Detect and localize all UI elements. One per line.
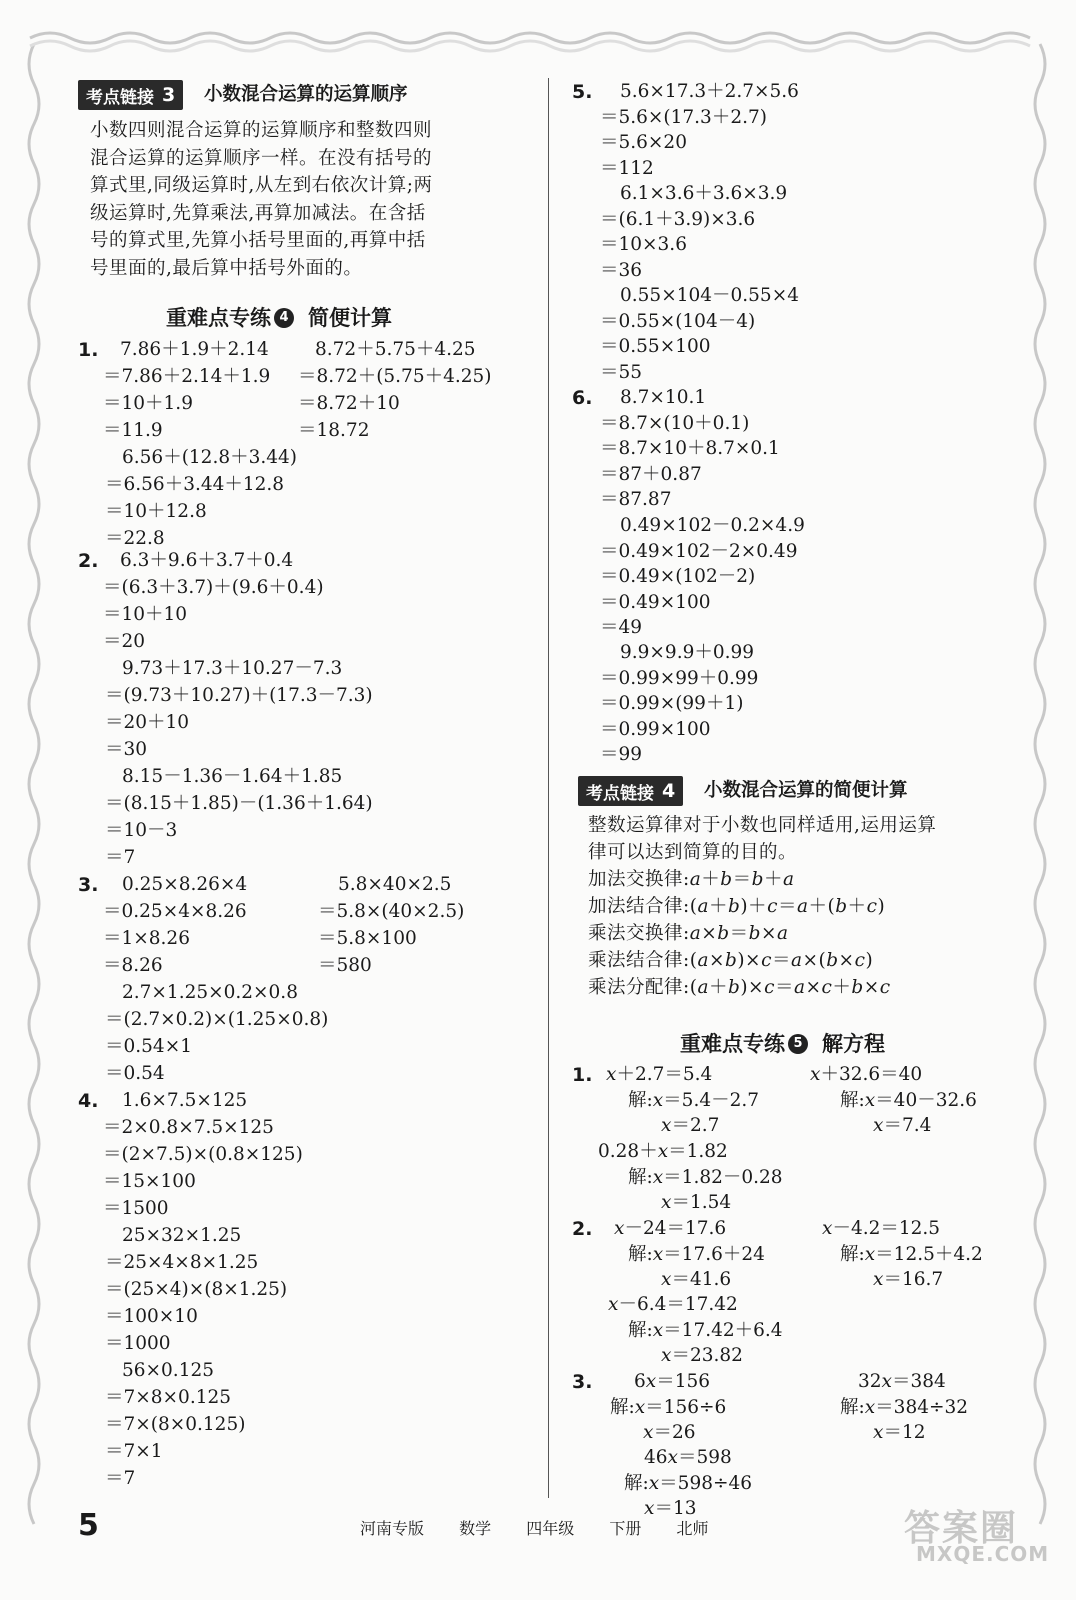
question-number: 2. [78,550,99,572]
q4c-line: ＝7×8×0.125 [105,1387,232,1408]
section4-title [166,304,392,332]
q6b-line: 0.49×102－0.2×4.9 [620,515,805,536]
q2a-line: ＝20 [103,631,146,652]
q1b-line: ＝18.72 [298,420,370,441]
q2b-line: ＝30 [105,739,148,760]
q1a-line: 7.86＋1.9＋2.14 [120,339,269,360]
q2b-line: 9.73＋17.3＋10.27－7.3 [122,658,343,679]
link4-badge [578,776,683,806]
q6c-line: ＝0.99×(99＋1) [600,693,744,714]
watermark-text: 答案圈 [904,1508,1019,1549]
section4-subtitle: 简便计算 [308,306,392,330]
q3a-line: ＝1×8.26 [103,928,190,949]
question-number: 1. [572,1064,593,1086]
e2b-line: 解:x＝12.5＋4.2 [840,1243,983,1265]
q5c-line: ＝0.55×100 [600,336,711,357]
link4-badge-number: 4 [662,780,676,802]
watermark-logo [894,1498,1050,1572]
watermark-url: MXQE.COM [916,1542,1050,1566]
e3b-line: 32x＝384 [858,1371,946,1392]
e3c-line: 46x＝598 [644,1447,732,1468]
q6c-line: ＝99 [600,744,643,765]
q1b-line: ＝8.72＋(5.75＋4.25) [298,366,492,387]
volume-label: 下册 [609,1519,642,1538]
q3b-line: ＝580 [318,955,372,976]
q6b-line: ＝0.49×(102－2) [600,566,756,587]
e2a-line: 解:x＝17.6＋24 [628,1243,765,1265]
edition-label: 河南专版 [360,1519,425,1538]
e3a-line: x＝26 [643,1422,696,1443]
q1a-line: ＝10＋1.9 [103,393,193,414]
q5c-line: ＝0.55×(104－4) [600,310,756,332]
e1b-line: x＝7.4 [873,1115,932,1136]
e1a-line: x＋2.7＝5.4 [606,1064,713,1085]
q3a-line: ＝8.26 [103,955,163,976]
question-number: 6. [572,387,593,409]
q2a-line: ＝10＋10 [103,604,188,625]
operation-law: 加法交换律:a＋b＝b＋a [588,869,795,890]
e3b-line: 解:x＝384÷32 [840,1396,969,1418]
link3-paragraph-line: 号的算式里,先算小括号里面的,再算中括 [90,230,426,251]
e2a-line: x－24＝17.6 [614,1218,727,1239]
q3c-line: 2.7×1.25×0.2×0.8 [122,982,298,1003]
q2c-line: ＝7 [105,847,136,868]
e1a-line: 解:x＝5.4－2.7 [628,1089,760,1111]
link3-paragraph-line: 号里面的,最后算中括号外面的。 [90,257,363,279]
q1c-line: ＝6.56＋3.44＋12.8 [105,474,285,495]
section5-title-label: 重难点专练 [680,1032,785,1056]
link3-title: 小数混合运算的运算顺序 [204,84,408,105]
q3c-line: ＝0.54 [105,1063,165,1084]
q4a-line: ＝1500 [103,1198,169,1219]
e3a-line: 6x＝156 [634,1371,711,1392]
q5b-line: ＝36 [600,259,643,281]
link3-badge-number: 3 [162,84,176,106]
q5c-line: 0.55×104－0.55×4 [620,285,799,306]
q1b-line: ＝8.72＋10 [298,393,400,414]
q1c-line: 6.56＋(12.8＋3.44) [122,447,298,468]
q1a-line: ＝11.9 [103,420,163,441]
subject-label: 数学 [459,1519,492,1538]
q6b-line: ＝49 [600,617,643,638]
q2a-line: 6.3＋9.6＋3.7＋0.4 [120,550,294,571]
q5b-line: 6.1×3.6＋3.6×3.9 [620,183,788,204]
q5a-line: ＝5.6×(17.3＋2.7) [600,106,767,128]
e3c-line: 解:x＝598÷46 [624,1472,753,1494]
link4-paragraph-line: 律可以达到简算的目的。 [588,842,798,863]
q2c-line: 8.15－1.36－1.64＋1.85 [122,766,343,787]
q3c-line: ＝(2.7×0.2)×(1.25×0.8) [105,1009,329,1030]
q1c-line: ＝10＋12.8 [105,501,207,522]
q6a-line: ＝8.7×10＋8.7×0.1 [600,438,780,459]
q5b-line: ＝(6.1＋3.9)×3.6 [600,208,756,230]
q3b-line: ＝5.8×100 [318,928,417,949]
q6c-line: 9.9×9.9＋0.99 [620,642,755,663]
q4b-line: ＝25×4×8×1.25 [105,1252,259,1273]
question-number: 5. [572,81,593,103]
section5-title [680,1030,885,1058]
book-info [360,1516,726,1539]
section5-subtitle: 解方程 [822,1032,885,1056]
q4a-line: ＝15×100 [103,1171,196,1192]
q5a-line: ＝112 [600,157,654,179]
question-number: 3. [572,1371,593,1393]
e1a-line: x＝2.7 [661,1115,720,1136]
q5a-line: ＝5.6×20 [600,132,687,153]
section4-number: 4 [274,308,294,328]
section5-number: 5 [788,1034,808,1054]
e3b-line: x＝12 [873,1422,926,1443]
e3a-line: 解:x＝156÷6 [610,1396,727,1418]
question-number: 3. [78,874,99,896]
q4b-line: ＝(25×4)×(8×1.25) [105,1279,288,1300]
q4b-line: ＝1000 [105,1333,171,1354]
question-number: 4. [78,1090,99,1112]
e3c-line: x＝13 [644,1498,697,1519]
q5b-line: ＝10×3.6 [600,234,687,255]
q2a-line: ＝(6.3＋3.7)＋(9.6＋0.4) [103,577,324,598]
q4c-line: ＝7×(8×0.125) [105,1414,246,1435]
q6b-line: ＝0.49×102－2×0.49 [600,540,798,562]
q4b-line: 25×32×1.25 [122,1225,242,1246]
e1c-line: 0.28＋x＝1.82 [598,1141,728,1162]
link3-badge [78,80,183,110]
q6a-line: ＝87＋0.87 [600,463,702,485]
q2c-line: ＝10－3 [105,820,178,841]
e2b-line: x＝16.7 [873,1269,944,1290]
operation-law: 乘法分配律:(a＋b)×c＝a×c＋b×c [588,977,891,998]
q1a-line: ＝7.86＋2.14＋1.9 [103,366,271,387]
q3c-line: ＝0.54×1 [105,1036,192,1057]
q6b-line: ＝0.49×100 [600,591,711,613]
e2a-line: x＝41.6 [661,1269,732,1290]
q1b-line: 8.72＋5.75＋4.25 [315,339,476,360]
q4a-line: ＝2×0.8×7.5×125 [103,1117,274,1138]
question-number: 2. [572,1218,593,1240]
link3-paragraph-line: 级运算时,先算乘法,再算加减法。在含括 [90,202,426,224]
e1c-line: x＝1.54 [661,1192,732,1213]
q2c-line: ＝(8.15＋1.85)－(1.36＋1.64) [105,793,373,814]
e2b-line: x－4.2＝12.5 [822,1218,941,1239]
grade-label: 四年级 [526,1519,575,1538]
q4c-line: ＝7×1 [105,1441,163,1462]
q2b-line: ＝20＋10 [105,712,190,733]
operation-law: 乘法交换律:a×b＝b×a [588,923,789,944]
q5a-line: 5.6×17.3＋2.7×5.6 [620,81,799,102]
q3b-line: ＝5.8×(40×2.5) [318,901,465,922]
link4-title: 小数混合运算的简便计算 [704,780,908,801]
q5c-line: ＝55 [600,361,643,383]
link4-paragraph-line: 整数运算律对于小数也同样适用,运用运算 [588,815,937,836]
q6a-line: ＝8.7×(10＋0.1) [600,412,750,434]
link3-paragraph-line: 小数四则混合运算的运算顺序和整数四则 [90,120,433,141]
q4c-line: 56×0.125 [122,1360,215,1381]
link3-paragraph-line: 算式里,同级运算时,从左到右依次计算;两 [90,175,433,196]
question-number: 1. [78,339,99,361]
e1c-line: 解:x＝1.82－0.28 [628,1166,783,1188]
q3b-line: 5.8×40×2.5 [338,874,452,895]
page-number: 5 [78,1508,99,1543]
q3a-line: 0.25×8.26×4 [122,874,248,895]
link3-paragraph-line: 混合运算的运算顺序一样。在没有括号的 [90,147,433,169]
column-divider [548,78,549,1498]
operation-law: 乘法结合律:(a×b)×c＝a×(b×c) [588,950,874,971]
q6a-line: 8.7×10.1 [620,387,707,408]
e1b-line: 解:x＝40－32.6 [840,1089,977,1111]
q1c-line: ＝22.8 [105,528,165,549]
e1b-line: x＋32.6＝40 [810,1064,923,1085]
operation-law: 加法结合律:(a＋b)＋c＝a＋(b＋c) [588,896,886,917]
q4b-line: ＝100×10 [105,1306,198,1327]
q6c-line: ＝0.99×99＋0.99 [600,667,759,689]
q3a-line: ＝0.25×4×8.26 [103,901,247,922]
link3-badge-label: 考点链接 [86,87,154,108]
q4c-line: ＝7 [105,1468,136,1489]
q4a-line: ＝(2×7.5)×(0.8×125) [103,1144,303,1165]
section4-title-label: 重难点专练 [166,306,271,330]
publisher-label: 北师 [676,1519,709,1538]
q6c-line: ＝0.99×100 [600,718,711,740]
q4a-line: 1.6×7.5×125 [122,1090,248,1111]
link4-badge-label: 考点链接 [586,783,654,804]
e2c-line: x－6.4＝17.42 [608,1294,738,1315]
e2c-line: x＝23.82 [661,1345,743,1366]
q2b-line: ＝(9.73＋10.27)＋(17.3－7.3) [105,685,373,706]
e2c-line: 解:x＝17.42＋6.4 [628,1319,783,1341]
q6a-line: ＝87.87 [600,489,672,510]
